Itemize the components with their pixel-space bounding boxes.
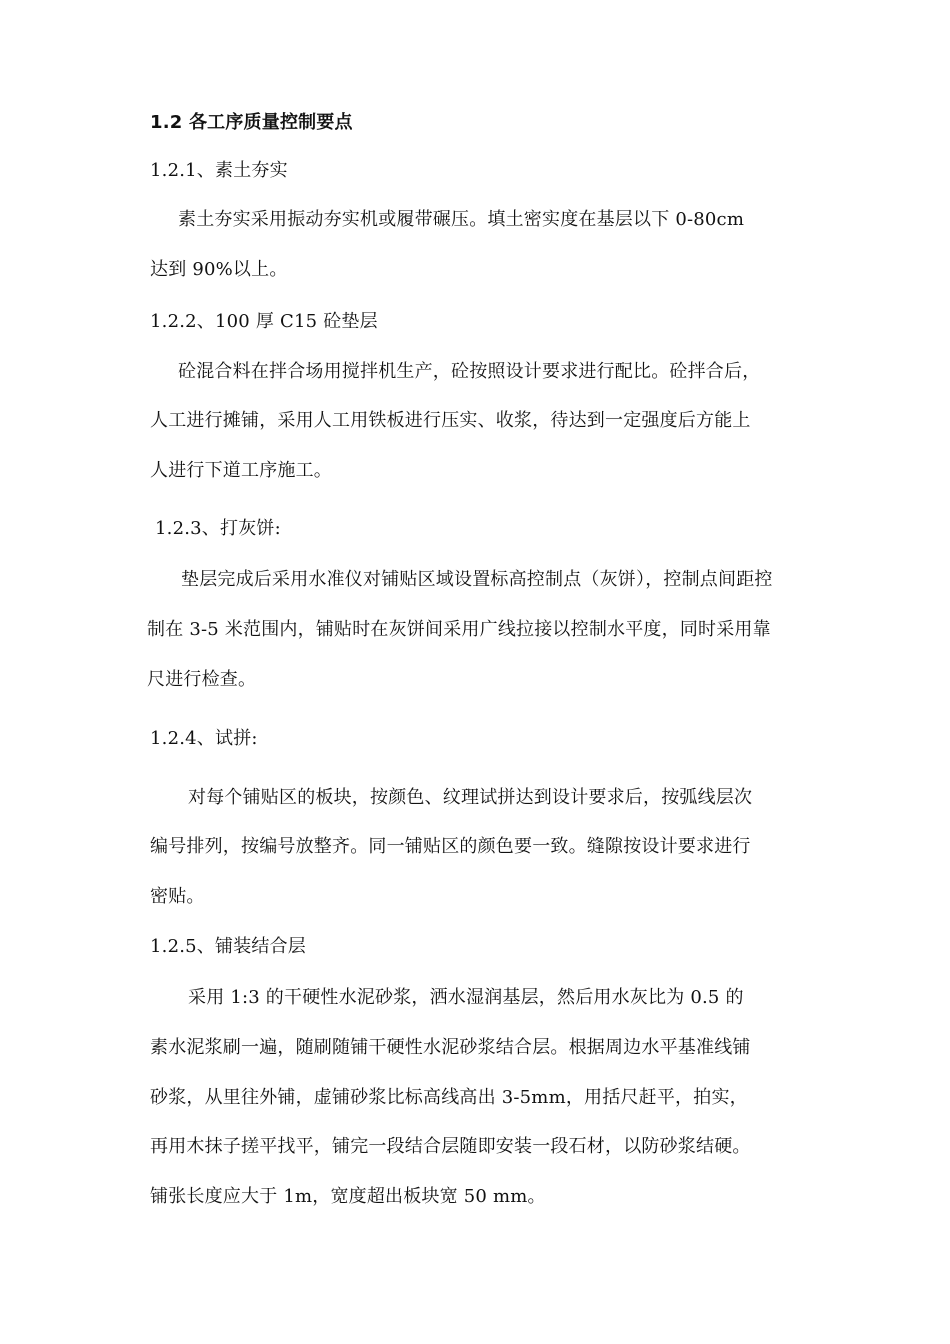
paragraph-line: 制在 3-5 米范围内，铺贴时在灰饼间采用广线拉接以控制水平度，同时采用靠: [147, 619, 771, 640]
paragraph-line: 砂浆，从里往外铺，虚铺砂浆比标高线高出 3-5mm，用括尺赶平，拍实，: [150, 1087, 748, 1108]
paragraph-line: 素土夯实采用振动夯实机或履带碾压。填土密实度在基层以下 0-80cm: [178, 209, 745, 230]
section-heading-1-2-1: 1.2.1、素土夯实: [150, 160, 288, 181]
paragraph-line: 尺进行检查。: [147, 669, 257, 690]
paragraph-line: 密贴。: [150, 886, 205, 907]
section-title: 1.2 各工序质量控制要点: [150, 112, 353, 133]
section-heading-1-2-4: 1.2.4、试拼:: [150, 728, 258, 749]
paragraph-line: 素水泥浆刷一遍，随刷随铺干硬性水泥砂浆结合层。根据周边水平基准线铺: [150, 1037, 751, 1058]
paragraph-line: 垫层完成后采用水准仪对铺贴区域设置标高控制点（灰饼），控制点间距控: [181, 569, 773, 590]
section-heading-1-2-3: 1.2.3、打灰饼:: [155, 518, 281, 539]
paragraph-line: 采用 1:3 的干硬性水泥砂浆，洒水湿润基层，然后用水灰比为 0.5 的: [188, 987, 744, 1008]
paragraph-line: 人工进行摊铺，采用人工用铁板进行压实、收浆，待达到一定强度后方能上: [150, 410, 751, 431]
paragraph-line: 达到 90%以上。: [150, 259, 288, 280]
paragraph-line: 人进行下道工序施工。: [150, 460, 332, 481]
paragraph-line: 对每个铺贴区的板块，按颜色、纹理试拼达到设计要求后，按弧线层次: [188, 787, 753, 808]
paragraph-line: 再用木抹子搓平找平，铺完一段结合层随即安装一段石材，以防砂浆结硬。: [150, 1136, 751, 1157]
section-heading-1-2-2: 1.2.2、100 厚 C15 砼垫层: [150, 311, 378, 332]
section-heading-1-2-5: 1.2.5、铺装结合层: [150, 936, 306, 957]
paragraph-line: 编号排列，按编号放整齐。同一铺贴区的颜色要一致。缝隙按设计要求进行: [150, 836, 751, 857]
paragraph-line: 砼混合料在拌合场用搅拌机生产，砼按照设计要求进行配比。砼拌合后，: [178, 361, 761, 382]
paragraph-line: 铺张长度应大于 1m，宽度超出板块宽 50 mm。: [150, 1186, 546, 1207]
